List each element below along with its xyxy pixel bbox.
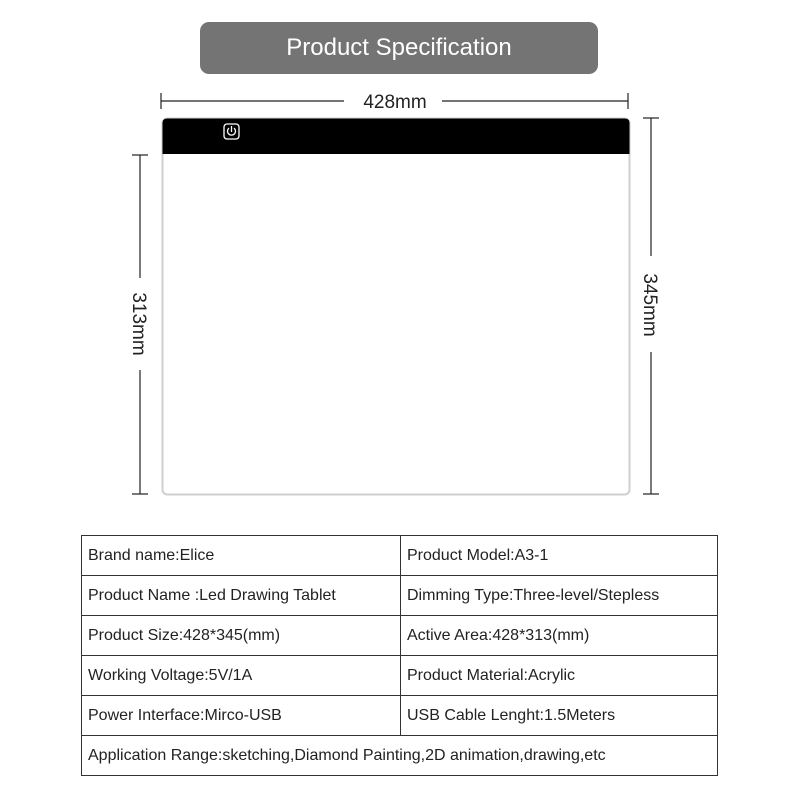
spec-working-voltage: Working Voltage:5V/1A bbox=[82, 656, 401, 696]
page-title: Product Specification bbox=[286, 34, 512, 61]
spec-power-interface: Power Interface:Mirco-USB bbox=[82, 696, 401, 736]
table-row bbox=[82, 696, 718, 736]
total-height-dimension bbox=[639, 118, 660, 494]
active-height-label: 313mm bbox=[128, 292, 149, 356]
spec-dimming-type: Dimming Type:Three-level/Stepless bbox=[401, 576, 718, 616]
width-dimension bbox=[161, 92, 628, 113]
spec-active-area: Active Area:428*313(mm) bbox=[401, 616, 718, 656]
spec-product-material: Product Material:Acrylic bbox=[401, 656, 718, 696]
table-row bbox=[82, 576, 718, 616]
active-height-dimension bbox=[128, 155, 149, 494]
spec-brand-name: Brand name:Elice bbox=[82, 536, 401, 576]
table-row bbox=[82, 536, 718, 576]
total-height-label: 345mm bbox=[639, 273, 660, 337]
table-row bbox=[82, 736, 718, 776]
spec-usb-cable-length: USB Cable Lenght:1.5Meters bbox=[401, 696, 718, 736]
table-row bbox=[82, 656, 718, 696]
tablet-body bbox=[163, 119, 630, 495]
spec-product-size: Product Size:428*345(mm) bbox=[82, 616, 401, 656]
spec-product-name: Product Name :Led Drawing Tablet bbox=[82, 576, 401, 616]
spec-table bbox=[81, 535, 718, 776]
table-row bbox=[82, 616, 718, 656]
width-label: 428mm bbox=[363, 92, 427, 113]
spec-product-model: Product Model:A3-1 bbox=[401, 536, 718, 576]
spec-application-range: Application Range:sketching,Diamond Painting,2D animation,drawing,etc bbox=[82, 736, 718, 776]
